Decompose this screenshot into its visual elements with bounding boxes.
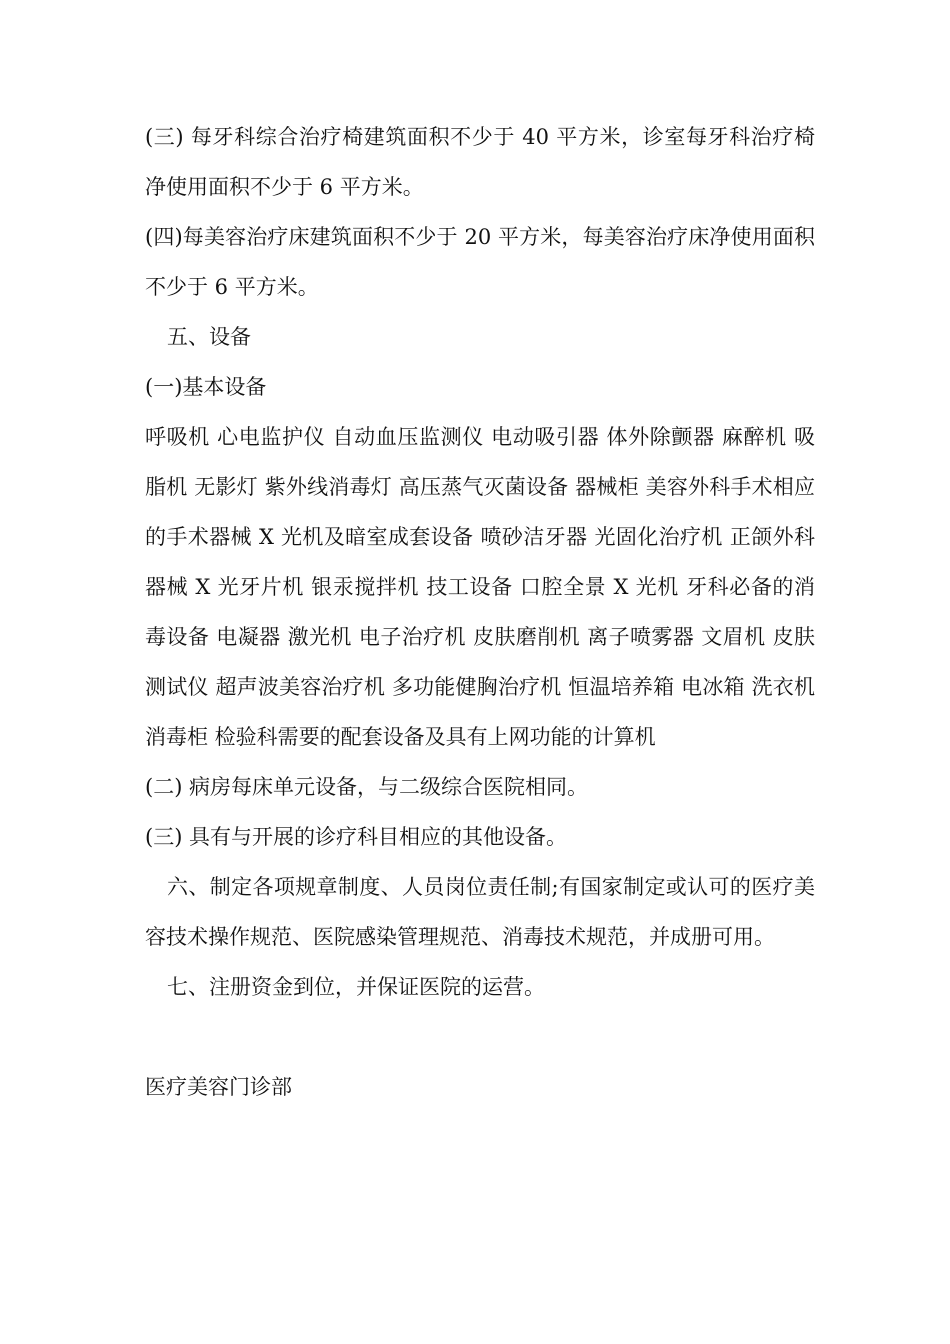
- paragraph-beauty-bed-area: (四)每美容治疗床建筑面积不少于 20 平方米，每美容治疗床净使用面积不少于 6 平方米。: [145, 225, 815, 299]
- footer-section-title: 医疗美容门诊部: [145, 1075, 292, 1099]
- paragraph-dental-chair-area: (三) 每牙科综合治疗椅建筑面积不少于 40 平方米，诊室每牙科治疗椅净使用面积不少于 6 平方米。: [145, 125, 815, 199]
- subsection-basic-equipment: (一)基本设备: [145, 375, 267, 399]
- section-rules-regulations: 六、制定各项规章制度、人员岗位责任制;有国家制定或认可的医疗美容技术操作规范、医院感染管理规范、消毒技术规范，并成册可用。: [145, 875, 815, 949]
- paragraph-equipment-list: 呼吸机 心电监护仪 自动血压监测仪 电动吸引器 体外除颤器 麻醉机 吸脂机 无影灯 紫外线消毒灯 高压蒸气灭菌设备 器械柜 美容外科手术相应的手术器械 X 光机及暗室成套设备 喷砂洁牙器 光固化治疗机 正颌外科器械 X 光牙片机 银汞搅拌机 技工设备 口腔全景 X 光机 牙科必备的消毒设备 电凝器 激光机 电子治疗机 皮肤磨削机 离子喷雾器 文眉机 皮肤测试仪 超声波美容治疗机 多功能健胸治疗机 恒温培养箱 电冰箱 洗衣机 消毒柜 检验科需要的配套设备及具有上网功能的计算机: [145, 425, 815, 749]
- paragraph-ward-equipment: (二) 病房每床单元设备，与二级综合医院相同。: [145, 775, 589, 799]
- section-heading-equipment: 五、设备: [167, 325, 251, 349]
- paragraph-other-equipment: (三) 具有与开展的诊疗科目相应的其他设备。: [145, 825, 568, 849]
- blank-gap: [145, 1012, 815, 1062]
- section-registered-capital: 七、注册资金到位，并保证医院的运营。: [167, 975, 545, 999]
- document-page: [145, 112, 815, 1112]
